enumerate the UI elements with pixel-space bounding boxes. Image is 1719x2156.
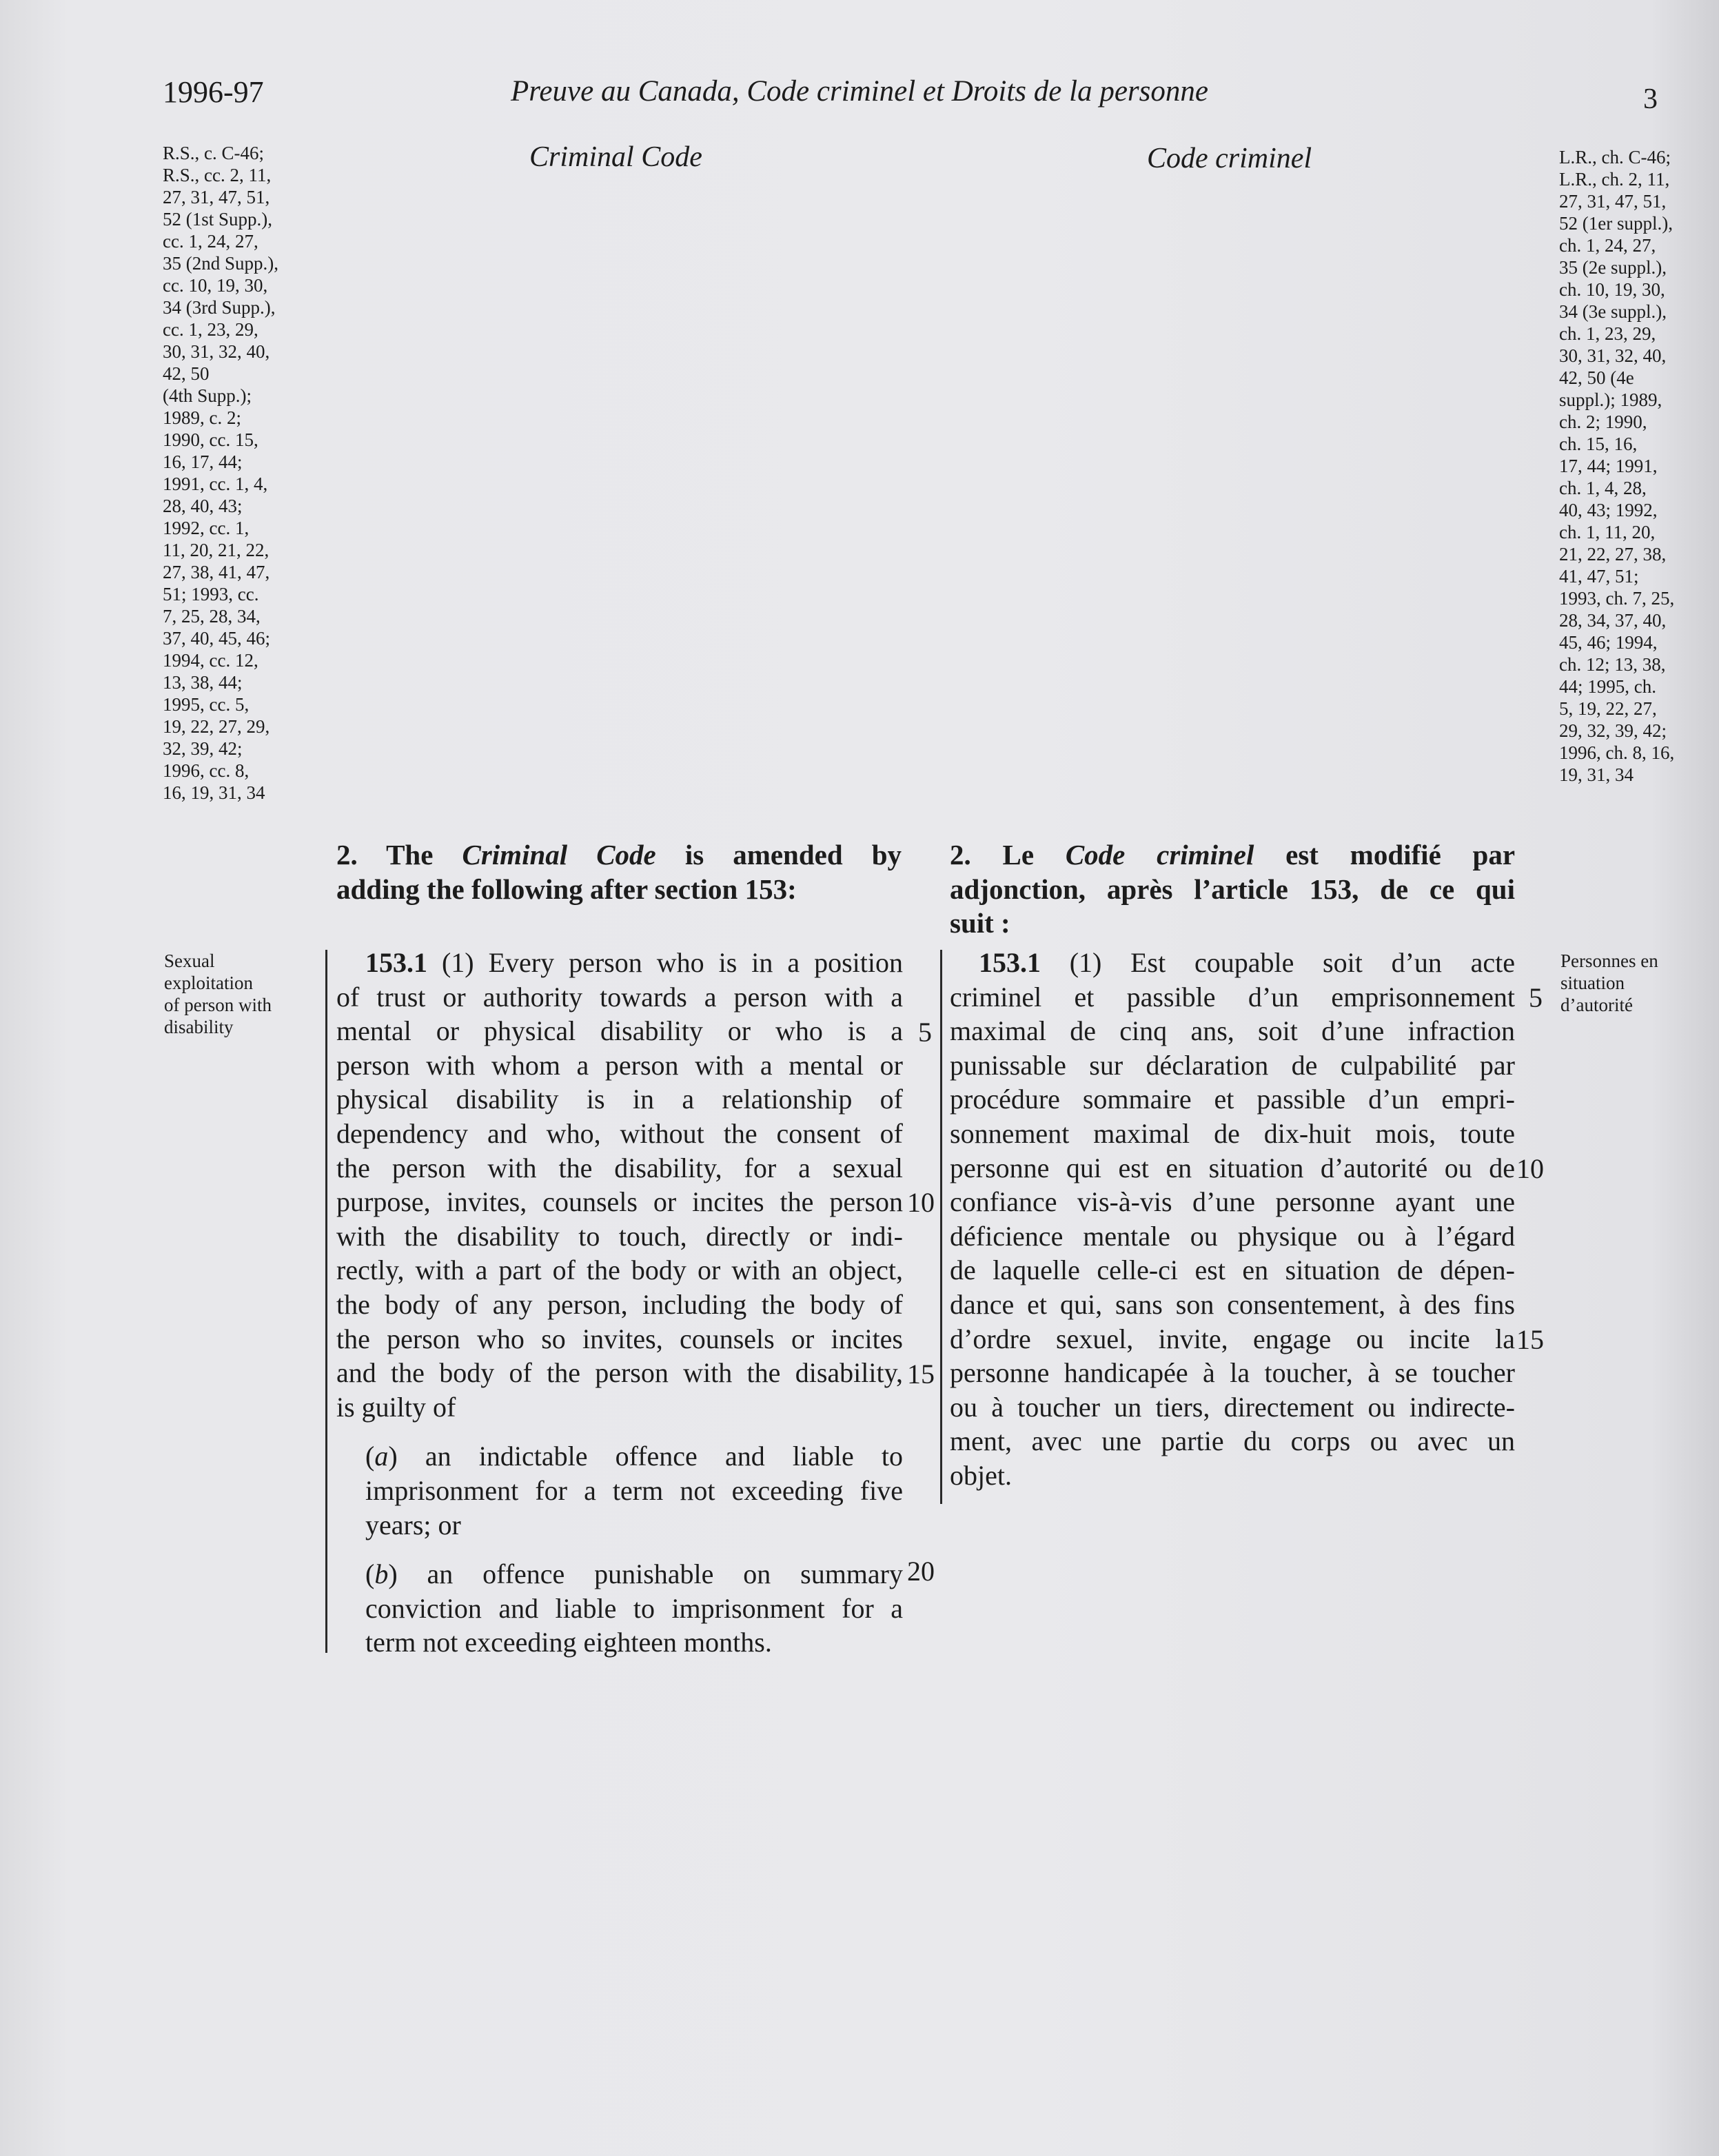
section-number: 153.1 [365, 947, 427, 978]
citation-line: 27, 31, 47, 51, [1559, 191, 1667, 212]
text-line: and the body of the person with the disability, [336, 1357, 903, 1389]
line-number: 15 [907, 1359, 935, 1390]
subhead-french: Code criminel [1147, 143, 1312, 174]
amending-clause-english [336, 838, 902, 906]
citation-line: 37, 40, 45, 46; [163, 628, 271, 649]
citation-line: 34 (3rd Supp.), [163, 297, 276, 318]
text-line: the body of any person, including the body of [336, 1288, 903, 1320]
text-line: procédure sommaire et passible d’un empri- [950, 1084, 1515, 1115]
citation-line: 42, 50 (4e [1559, 367, 1634, 388]
margin-note-line: Sexual [164, 950, 215, 971]
margin-note-english [164, 950, 329, 1038]
text-line: (b) an offence punishable on summary [365, 1558, 903, 1590]
citation-line: 28, 34, 37, 40, [1559, 610, 1667, 631]
text-line: conviction and liable to imprisonment for a [365, 1592, 903, 1624]
text-line: ou à toucher un tiers, directement ou indirecte- [950, 1391, 1515, 1423]
act-name: Criminal Code [462, 839, 656, 871]
amend-line: suit : [950, 907, 1010, 939]
citation-line: suppl.); 1989, [1559, 389, 1662, 410]
act-name: Code criminel [1065, 839, 1254, 871]
citation-line: 5, 19, 22, 27, [1559, 698, 1657, 719]
margin-citation-french [1559, 146, 1711, 786]
citation-line: 1996, cc. 8, [163, 760, 250, 781]
text-line: mental or physical disability or who is a [336, 1015, 903, 1047]
text-line: criminel et passible d’un emprisonnement [950, 981, 1515, 1013]
text-line: is guilty of [336, 1391, 456, 1423]
text-line: years; or [365, 1509, 461, 1540]
text-line: punissable sur déclaration de culpabilité par [950, 1049, 1515, 1081]
text-line: with the disability to touch, directly or indi- [336, 1220, 903, 1252]
text-line: 153.1 (1) Every person who is in a position [365, 947, 903, 978]
amend-line: adding the following after section 153: [336, 873, 797, 905]
citation-line: 16, 17, 44; [163, 451, 243, 472]
citation-line: 1996, ch. 8, 16, [1559, 742, 1675, 763]
text-line: imprisonment for a term not exceeding five [365, 1474, 903, 1506]
citation-line: 52 (1st Supp.), [163, 209, 273, 230]
citation-line: L.R., ch. C-46; [1559, 147, 1671, 167]
citation-line: cc. 10, 19, 30, [163, 275, 268, 296]
section-153-1-french [950, 946, 1515, 1493]
citation-line: 29, 32, 39, 42; [1559, 720, 1667, 741]
amending-clause-french [950, 838, 1515, 941]
citation-line: 35 (2e suppl.), [1559, 257, 1667, 278]
citation-line: 17, 44; 1991, [1559, 456, 1658, 476]
citation-line: ch. 1, 4, 28, [1559, 478, 1647, 498]
change-bar-french [940, 950, 942, 1504]
citation-line: 34 (3e suppl.), [1559, 301, 1667, 322]
text-line: confiance vis-à-vis d’une personne ayant une [950, 1186, 1515, 1218]
citation-line: cc. 1, 23, 29, [163, 319, 258, 340]
text-line: de laquelle celle-ci est en situation de dépen- [950, 1254, 1515, 1286]
citation-line: R.S., c. C-46; [163, 143, 265, 163]
paragraph-b [336, 1557, 903, 1660]
text-line: dance et qui, sans son consentement, à des fins [950, 1288, 1515, 1320]
line-number: 20 [907, 1556, 935, 1587]
section-153-1-english [336, 946, 903, 1660]
citation-line: 1991, cc. 1, 4, [163, 474, 268, 494]
text-line: personne handicapée à la toucher, à se toucher [950, 1357, 1515, 1389]
margin-note-line: of person with [164, 995, 272, 1015]
text-line: sonnement maximal de dix-huit mois, toute [950, 1117, 1515, 1149]
citation-line: 45, 46; 1994, [1559, 632, 1658, 653]
citation-line: 16, 19, 31, 34 [163, 782, 265, 803]
margin-citation-english [163, 142, 314, 804]
citation-line: 40, 43; 1992, [1559, 500, 1658, 520]
change-bar-english [325, 950, 327, 1653]
citation-line: 1992, cc. 1, [163, 518, 250, 538]
text-line: person with whom a person with a mental or [336, 1049, 903, 1081]
text-line: ment, avec une partie du corps ou avec un [950, 1425, 1515, 1457]
citation-line: 7, 25, 28, 34, [163, 606, 261, 627]
citation-line: ch. 1, 11, 20, [1559, 522, 1656, 542]
amend-line: adjonction, après l’article 153, de ce qui [950, 873, 1515, 905]
margin-note-line: Personnes en [1560, 950, 1658, 971]
page-number: 3 [1643, 83, 1658, 115]
text-line: of trust or authority towards a person with a [336, 981, 903, 1013]
citation-line: ch. 2; 1990, [1559, 411, 1647, 432]
text-line: 153.1 (1) Est coupable soit d’un acte [979, 947, 1515, 978]
text-line: rectly, with a part of the body or with an object, [336, 1254, 903, 1286]
text-line: objet. [950, 1459, 1012, 1491]
citation-line: 19, 31, 34 [1559, 764, 1634, 785]
text-line: d’ordre sexuel, invite, engage ou incite la [950, 1323, 1515, 1354]
citation-line: (4th Supp.); [163, 385, 252, 406]
text-line: dependency and who, without the consent of [336, 1117, 903, 1149]
citation-line: 21, 22, 27, 38, [1559, 544, 1667, 565]
citation-line: 1994, cc. 12, [163, 650, 258, 671]
text-line: déficience mentale ou physique ou à l’égard [950, 1220, 1515, 1252]
text-line: personne qui est en situation d’autorité ou de [950, 1152, 1515, 1183]
text-line: maximal de cinq ans, soit d’une infraction [950, 1015, 1515, 1047]
citation-line: 32, 39, 42; [163, 738, 243, 759]
citation-line: 19, 22, 27, 29, [163, 716, 270, 737]
margin-note-line: situation [1560, 973, 1625, 993]
citation-line: R.S., cc. 2, 11, [163, 165, 272, 185]
paragraph-label: a [374, 1441, 389, 1472]
text-line: the person with the disability, for a sexual [336, 1152, 903, 1183]
line-number: 15 [1516, 1324, 1544, 1355]
citation-line: 42, 50 [163, 363, 210, 384]
citation-line: 11, 20, 21, 22, [163, 540, 269, 560]
citation-line: 1995, cc. 5, [163, 694, 250, 715]
citation-line: ch. 10, 19, 30, [1559, 279, 1665, 300]
citation-line: cc. 1, 24, 27, [163, 231, 258, 252]
citation-line: 41, 47, 51; [1559, 566, 1639, 587]
citation-line: 28, 40, 43; [163, 496, 243, 516]
citation-line: 1990, cc. 15, [163, 429, 258, 450]
citation-line: 52 (1er suppl.), [1559, 213, 1673, 234]
citation-line: 30, 31, 32, 40, [1559, 345, 1667, 366]
citation-line: 35 (2nd Supp.), [163, 253, 278, 274]
line-number: 10 [907, 1187, 935, 1218]
amend-line: 2. Le Code criminel est modifié par [950, 839, 1516, 871]
margin-note-line: exploitation [164, 973, 253, 993]
citation-line: L.R., ch. 2, 11, [1559, 169, 1670, 190]
amend-line: 2. The Criminal Code is amended by [336, 839, 902, 871]
citation-line: 51; 1993, cc. [163, 584, 259, 604]
line-number: 5 [1529, 982, 1543, 1013]
citation-line: ch. 15, 16, [1559, 434, 1638, 454]
margin-note-french [1560, 950, 1712, 1016]
citation-line: 30, 31, 32, 40, [163, 341, 270, 362]
text-line: physical disability is in a relationship of [336, 1084, 903, 1115]
header-title: Preuve au Canada, Code criminel et Droits de la personne [511, 75, 1208, 108]
citation-line: ch. 12; 13, 38, [1559, 654, 1666, 675]
citation-line: 44; 1995, ch. [1559, 676, 1656, 697]
paragraph-a [336, 1439, 903, 1542]
subhead-english: Criminal Code [529, 141, 702, 173]
margin-note-line: disability [164, 1017, 234, 1037]
text-line: the person who so invites, counsels or incites [336, 1323, 903, 1354]
section-number: 153.1 [979, 947, 1041, 978]
text-line: (a) an indictable offence and liable to [365, 1441, 903, 1472]
line-number: 10 [1516, 1153, 1544, 1184]
citation-line: 1989, c. 2; [163, 407, 241, 428]
line-number: 5 [918, 1017, 932, 1048]
citation-line: 27, 38, 41, 47, [163, 562, 270, 582]
citation-line: ch. 1, 24, 27, [1559, 235, 1656, 256]
text-line: term not exceeding eighteen months. [365, 1627, 772, 1658]
paragraph-label: b [374, 1558, 389, 1590]
margin-note-line: d’autorité [1560, 995, 1633, 1015]
citation-line: ch. 1, 23, 29, [1559, 323, 1656, 344]
citation-line: 1993, ch. 7, 25, [1559, 588, 1675, 609]
header-year: 1996-97 [163, 75, 264, 109]
citation-line: 27, 31, 47, 51, [163, 187, 270, 207]
text-line: purpose, invites, counsels or incites the person [336, 1186, 903, 1218]
citation-line: 13, 38, 44; [163, 672, 243, 693]
